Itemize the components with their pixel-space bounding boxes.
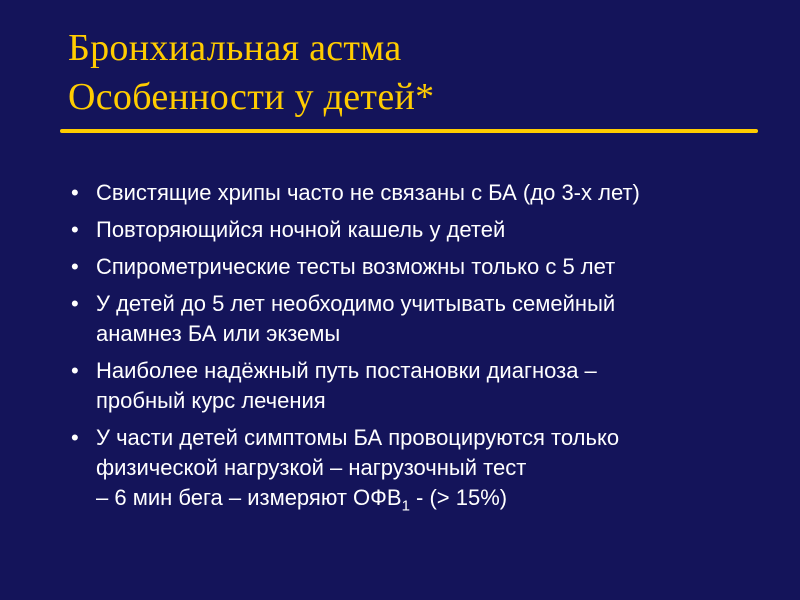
bullet-text-line-2: физической нагрузкой – нагрузочный тест bbox=[96, 455, 527, 480]
bullet-dot-icon: • bbox=[71, 425, 79, 450]
slide-title bbox=[68, 24, 768, 122]
bullet-dot-icon: • bbox=[71, 254, 79, 279]
title-line-1: Бронхиальная астма bbox=[68, 27, 402, 69]
bullet-dot-icon: • bbox=[71, 217, 79, 242]
bullet-text-line-1: У детей до 5 лет необходимо учитывать семейный bbox=[96, 291, 616, 316]
bullet-dot-icon: • bbox=[71, 358, 79, 383]
bullet-text-line-1: У части детей симптомы БА провоцируются только bbox=[96, 425, 620, 450]
bullet-text-line-1: Наиболее надёжный путь постановки диагноза – bbox=[96, 358, 597, 383]
bullet-item-5 bbox=[68, 356, 768, 416]
bullet-item-2 bbox=[68, 215, 768, 245]
title-divider bbox=[60, 129, 758, 133]
bullet-text: Свистящие хрипы часто не связаны с БА (до 3-х лет) bbox=[96, 180, 640, 205]
title-line-2: Особенности у детей* bbox=[68, 76, 435, 118]
fev-subscript: 1 bbox=[401, 497, 410, 515]
bullet-text: Спирометрические тесты возможны только с 5 лет bbox=[96, 254, 616, 279]
bullet-item-4 bbox=[68, 289, 768, 349]
bullet-text-line-2: пробный курс лечения bbox=[96, 388, 326, 413]
bullet-item-1 bbox=[68, 178, 768, 208]
bullet-item-3 bbox=[68, 252, 768, 282]
bullet-list bbox=[68, 178, 768, 520]
last-line-after: - (> 15%) bbox=[409, 485, 508, 510]
last-line-before: – 6 мин бега – измеряют ОФВ bbox=[96, 485, 402, 510]
bullet-text-line-3 bbox=[96, 483, 768, 513]
bullet-dot-icon: • bbox=[71, 180, 79, 205]
bullet-item-6 bbox=[68, 423, 768, 513]
bullet-dot-icon: • bbox=[71, 291, 79, 316]
bullet-text: Повторяющийся ночной кашель у детей bbox=[96, 217, 506, 242]
bullet-text-line-2: анамнез БА или экземы bbox=[96, 321, 341, 346]
